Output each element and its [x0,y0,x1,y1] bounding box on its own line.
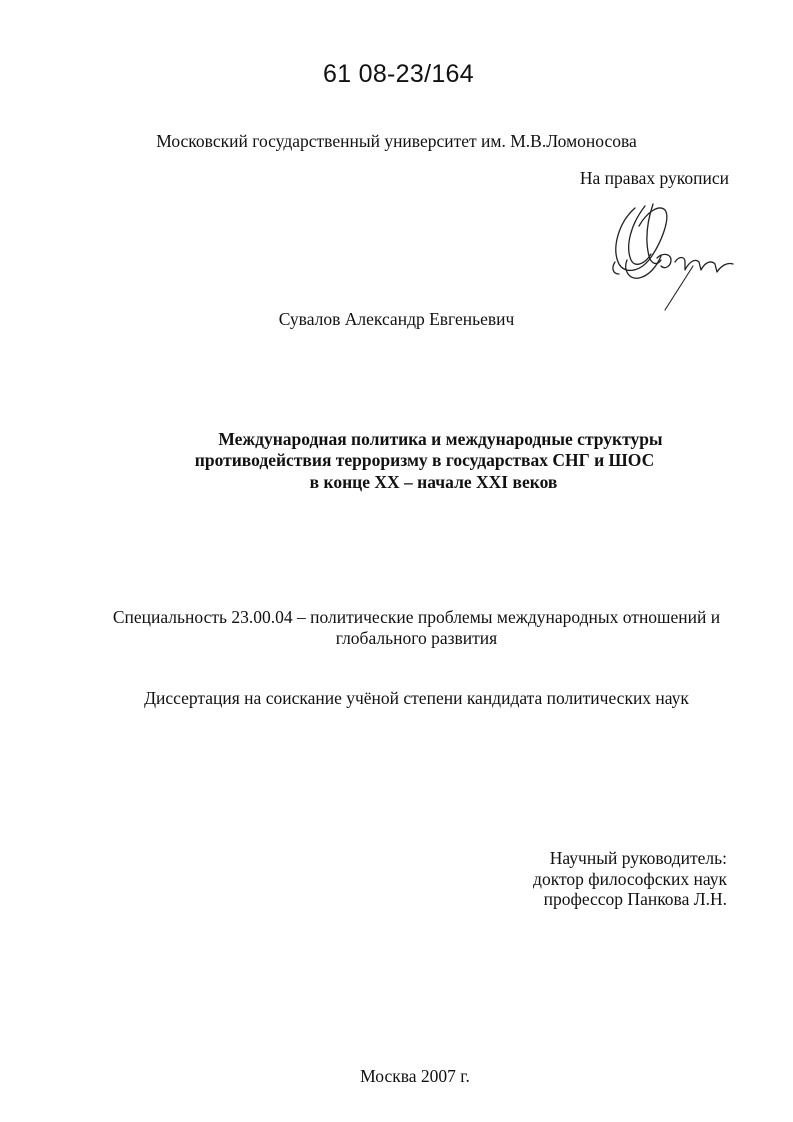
dissertation-title-line-3: в конце XX – начале XXI веков [309,472,558,492]
stamp-number: 61 08-23/164 [323,60,474,88]
supervisor-degree: доктор философских наук [533,869,727,889]
dissertation-title-line-1: Международная политика и международные структуры [218,429,663,449]
author-signature [605,200,755,320]
specialty-line-2: глобального развития [335,628,498,648]
author-name: Сувалов Александр Евгеньевич [278,309,515,329]
dissertation-title-line-2: противодействия терроризму в государствах СНГ и ШОС [194,450,655,470]
university-name: Московский государственный университет им. М.В.Ломоносова [156,131,637,151]
specialty-line-1: Специальность 23.00.04 – политические проблемы международных отношений и [112,607,721,627]
manuscript-note: На правах рукописи [579,168,729,188]
supervisor-name: профессор Панкова Л.Н. [543,889,727,909]
city-year: Москва 2007 г. [360,1066,470,1086]
dissertation-degree: Диссертация на соискание учёной степени кандидата политических наук [144,688,689,708]
supervisor-label: Научный руководитель: [549,848,727,868]
